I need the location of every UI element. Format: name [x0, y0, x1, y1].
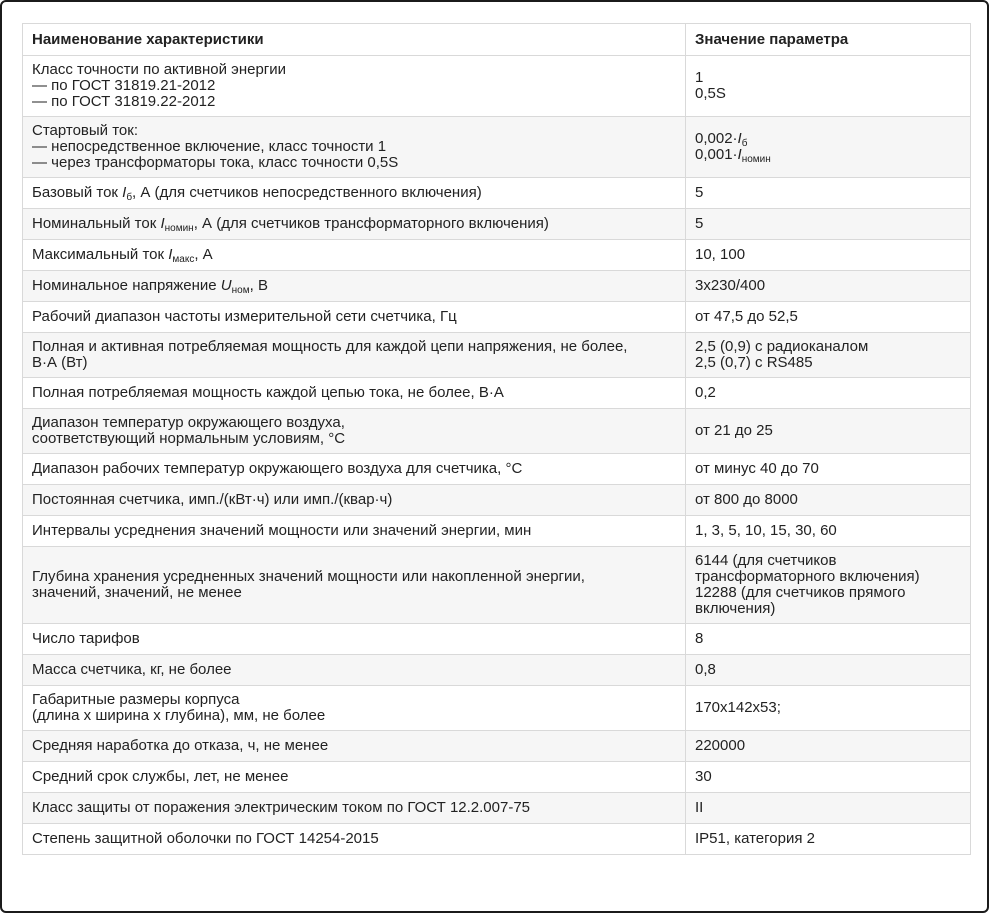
cell-line: — по ГОСТ 31819.22-2012: [32, 93, 216, 110]
characteristic-cell: [23, 240, 686, 271]
symbol: I: [737, 146, 742, 163]
table-row: [23, 485, 971, 516]
characteristic-cell: [23, 547, 686, 624]
cell-line: трансформаторного включения): [695, 568, 920, 585]
value-cell: [686, 117, 971, 178]
value-cell: от 800 до 8000: [686, 485, 971, 516]
characteristic-cell: [23, 686, 686, 731]
cell-line: включения): [695, 600, 776, 617]
name-text: Номинальный ток: [32, 215, 161, 232]
symbol: U: [220, 277, 232, 294]
value-text: 0,002·: [695, 130, 738, 147]
table-row: [23, 824, 971, 855]
value-cell: 0,2: [686, 378, 971, 409]
table-row: [23, 117, 971, 178]
value-cell: от 47,5 до 52,5: [686, 302, 971, 333]
value-cell: 0,8: [686, 655, 971, 686]
characteristic-cell: Средняя наработка до отказа, ч, не менее: [23, 731, 686, 762]
cell-line: 2,5 (0,7) с RS485: [695, 354, 813, 371]
characteristic-cell: [23, 409, 686, 454]
value-cell: [686, 56, 971, 117]
cell-line: значений, значений, не менее: [32, 584, 242, 601]
value-cell: [686, 333, 971, 378]
value-cell: 5: [686, 178, 971, 209]
characteristic-cell: Диапазон рабочих температур окружающего воздуха для счетчика, °C: [23, 454, 686, 485]
value-cell: 8: [686, 624, 971, 655]
value-cell: от 21 до 25: [686, 409, 971, 454]
cell-line: [695, 147, 962, 163]
characteristic-cell: Рабочий диапазон частоты измерительной сети счетчика, Гц: [23, 302, 686, 333]
characteristic-cell: Полная потребляемая мощность каждой цепью тока, не более, В·А: [23, 378, 686, 409]
subscript: б: [126, 192, 133, 203]
value-cell: 3х230/400: [686, 271, 971, 302]
value-cell: 170х142х53;: [686, 686, 971, 731]
characteristic-cell: [23, 178, 686, 209]
value-cell: 220000: [686, 731, 971, 762]
table-row: [23, 209, 971, 240]
cell-line: — через трансформаторы тока, класс точности 0,5S: [32, 154, 399, 171]
symbol: I: [160, 215, 165, 232]
name-text: Номинальное напряжение: [32, 277, 221, 294]
table-row: [23, 731, 971, 762]
value-cell: 1, 3, 5, 10, 15, 30, 60: [686, 516, 971, 547]
value-cell: [686, 547, 971, 624]
value-cell: 30: [686, 762, 971, 793]
cell-line: Класс точности по активной энергии: [32, 61, 287, 78]
cell-line: В·А (Вт): [32, 354, 88, 371]
table-row: [23, 333, 971, 378]
characteristic-cell: Класс защиты от поражения электрическим током по ГОСТ 12.2.007-75: [23, 793, 686, 824]
subscript: б: [741, 138, 748, 149]
table-row: [23, 271, 971, 302]
characteristic-cell: [23, 271, 686, 302]
name-text: , В: [249, 277, 268, 294]
name-text: Базовый ток: [32, 184, 123, 201]
name-text: , А (для счетчиков непосредственного включения): [132, 184, 482, 201]
cell-line: 0,5S: [695, 85, 726, 102]
header-characteristic: Наименование характеристики: [23, 24, 686, 56]
table-row: [23, 762, 971, 793]
characteristic-cell: Степень защитной оболочки по ГОСТ 14254-2015: [23, 824, 686, 855]
characteristic-cell: [23, 56, 686, 117]
value-cell: II: [686, 793, 971, 824]
characteristic-cell: Масса счетчика, кг, не более: [23, 655, 686, 686]
name-text: Максимальный ток: [32, 246, 169, 263]
subscript: ном: [231, 285, 250, 296]
cell-line: Стартовый ток:: [32, 122, 139, 139]
characteristic-cell: Средний срок службы, лет, не менее: [23, 762, 686, 793]
cell-line: Диапазон температур окружающего воздуха,: [32, 414, 345, 431]
subscript: макс: [172, 254, 195, 265]
symbol: I: [737, 130, 742, 147]
name-text: , А: [194, 246, 213, 263]
table-row: [23, 302, 971, 333]
table-row: [23, 686, 971, 731]
cell-line: 6144 (для счетчиков: [695, 552, 837, 569]
value-cell: IP51, категория 2: [686, 824, 971, 855]
symbol: I: [122, 184, 127, 201]
characteristic-cell: Число тарифов: [23, 624, 686, 655]
table-row: [23, 454, 971, 485]
cell-line: Полная и активная потребляемая мощность для каждой цепи напряжения, не более,: [32, 338, 628, 355]
value-text: 0,001·: [695, 146, 738, 163]
table-row: [23, 547, 971, 624]
characteristic-cell: [23, 117, 686, 178]
table-row: [23, 56, 971, 117]
table-row: [23, 655, 971, 686]
characteristic-cell: [23, 209, 686, 240]
table-row: [23, 378, 971, 409]
cell-line: соответствующий нормальным условиям, °C: [32, 430, 346, 447]
value-cell: 5: [686, 209, 971, 240]
cell-line: — по ГОСТ 31819.21-2012: [32, 77, 216, 94]
table-row: [23, 793, 971, 824]
cell-line: — непосредственное включение, класс точности 1: [32, 138, 387, 155]
cell-line: 2,5 (0,9) с радиоканалом: [695, 338, 869, 355]
characteristic-cell: [23, 333, 686, 378]
subscript: номин: [164, 223, 194, 234]
specifications-table: [22, 23, 971, 855]
cell-line: [695, 131, 962, 147]
cell-line: 1: [695, 69, 704, 86]
characteristic-cell: Интервалы усреднения значений мощности или значений энергии, мин: [23, 516, 686, 547]
header-value: Значение параметра: [686, 24, 971, 56]
cell-line: 12288 (для счетчиков прямого: [695, 584, 906, 601]
cell-line: (длина х ширина х глубина), мм, не более: [32, 707, 326, 724]
table-row: [23, 516, 971, 547]
table-row: [23, 409, 971, 454]
value-cell: от минус 40 до 70: [686, 454, 971, 485]
cell-line: Габаритные размеры корпуса: [32, 691, 240, 708]
cell-line: Глубина хранения усредненных значений мощности или накопленной энергии,: [32, 568, 585, 585]
subscript: номин: [741, 154, 771, 165]
table-row: [23, 178, 971, 209]
table-row: [23, 624, 971, 655]
table-row: [23, 240, 971, 271]
characteristic-cell: Постоянная счетчика, имп./(кВт·ч) или имп./(квар·ч): [23, 485, 686, 516]
value-cell: 10, 100: [686, 240, 971, 271]
table-header-row: [23, 24, 971, 56]
name-text: , А (для счетчиков трансформаторного включения): [193, 215, 549, 232]
symbol: I: [168, 246, 173, 263]
